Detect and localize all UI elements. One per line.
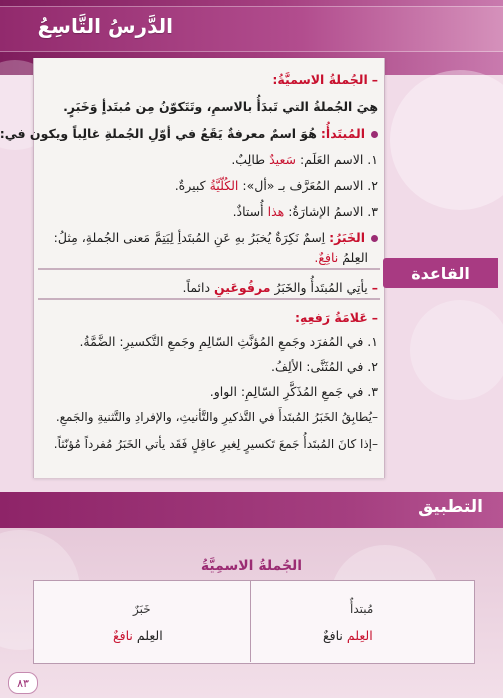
- table-title: الجُملةُ الاسمِيَّةُ: [200, 558, 303, 574]
- decor-bubble: [410, 300, 503, 400]
- bullet-icon: [371, 235, 378, 242]
- section-header: –الجُملةُ الاسميَّةُ:: [272, 72, 378, 87]
- note-1: –يُطابِقُ الخَبَرُ المُبتَدأَ في التَّذكيرِ والتَّأنيثِ، والإفرادِ والتَّثنيةِ والجَمعِ.: [55, 410, 378, 424]
- table-divider: [250, 580, 251, 662]
- page-number: ٨٣: [8, 672, 38, 694]
- lesson-title: الدَّرسُ التَّاسِعُ: [37, 14, 173, 38]
- khabar-column-value: العِلم نافعٌ: [113, 628, 163, 643]
- khabar-column-head: خَبَرٌ: [133, 602, 151, 616]
- mubtada-column-head: مُبتدأٌ: [350, 602, 374, 616]
- raf-item-1: ١. في المُفرَد وجَمعِ المُؤنَّثِ السّالِمِ وجَمعِ التَّكسيرِ: الضَّمَّةُ.: [79, 334, 378, 349]
- example-table: [33, 580, 475, 664]
- raf-item-3: ٣. في جَمعِ المُذَكَّرِ السّالِمِ: الواو.: [209, 384, 378, 399]
- mubtada-definition: المُبتَدأُ: هُوَ اسمٌ معرفةٌ يَقَعُ في أوّلِ الجُملةِ غالِباً ويكون في:: [0, 126, 378, 141]
- apply-title: التطبيق: [418, 497, 483, 517]
- marfu-line: –يأتِي المُبتَدأُ والخَبَرُ مرفُوعَينِ دائماً.: [182, 280, 378, 295]
- mubtada-item-1: ١. الاسم العَلَم: سَعيدٌ طالِبٌ.: [231, 152, 378, 167]
- rule-tab: القاعدة: [383, 258, 498, 288]
- mubtada-item-2: ٢. الاسم المُعَرَّف بـ «أل»: الكُلّيَّةُ كبيرةٌ.: [174, 178, 378, 193]
- khabar-example: العِلمُ نافِعٌ.: [314, 250, 368, 265]
- mubtada-item-3: ٣. الاسمُ الإشارَةُ: هذا أُستاذٌ.: [232, 204, 378, 219]
- decor-bubble: [390, 70, 503, 210]
- divider: [38, 268, 380, 270]
- raf-header: –عَلامَةُ رَفعِهِ:: [295, 310, 378, 325]
- bullet-icon: [371, 131, 378, 138]
- intro-line: هِيَ الجُملةُ التي تَبدَأُ بالاسمِ، وتَتَكوّنُ مِن مُبتَدأٍ وَخَبَرٍ.: [63, 99, 378, 114]
- mubtada-column-value: العِلم نافعٌ: [323, 628, 373, 643]
- note-2: –إذا كانَ المُبتَدأُ جَمعَ تَكسيرٍ لِغيرِ عاقِلٍ فَقَد يأتي الخَبَرُ مُفرداً مُؤنّثاً.: [53, 437, 378, 451]
- khabar-definition: الخَبَرُ: اِسمٌ نَكِرَةٌ يُخبَرُ بهِ عَنِ المُبتَدأِ لِيَتِمَّ مَعنى الجُملةِ، مِثلُ:: [54, 230, 378, 245]
- divider: [38, 298, 380, 300]
- raf-item-2: ٢. في المُثَنَّى: الألِفُ.: [270, 359, 378, 374]
